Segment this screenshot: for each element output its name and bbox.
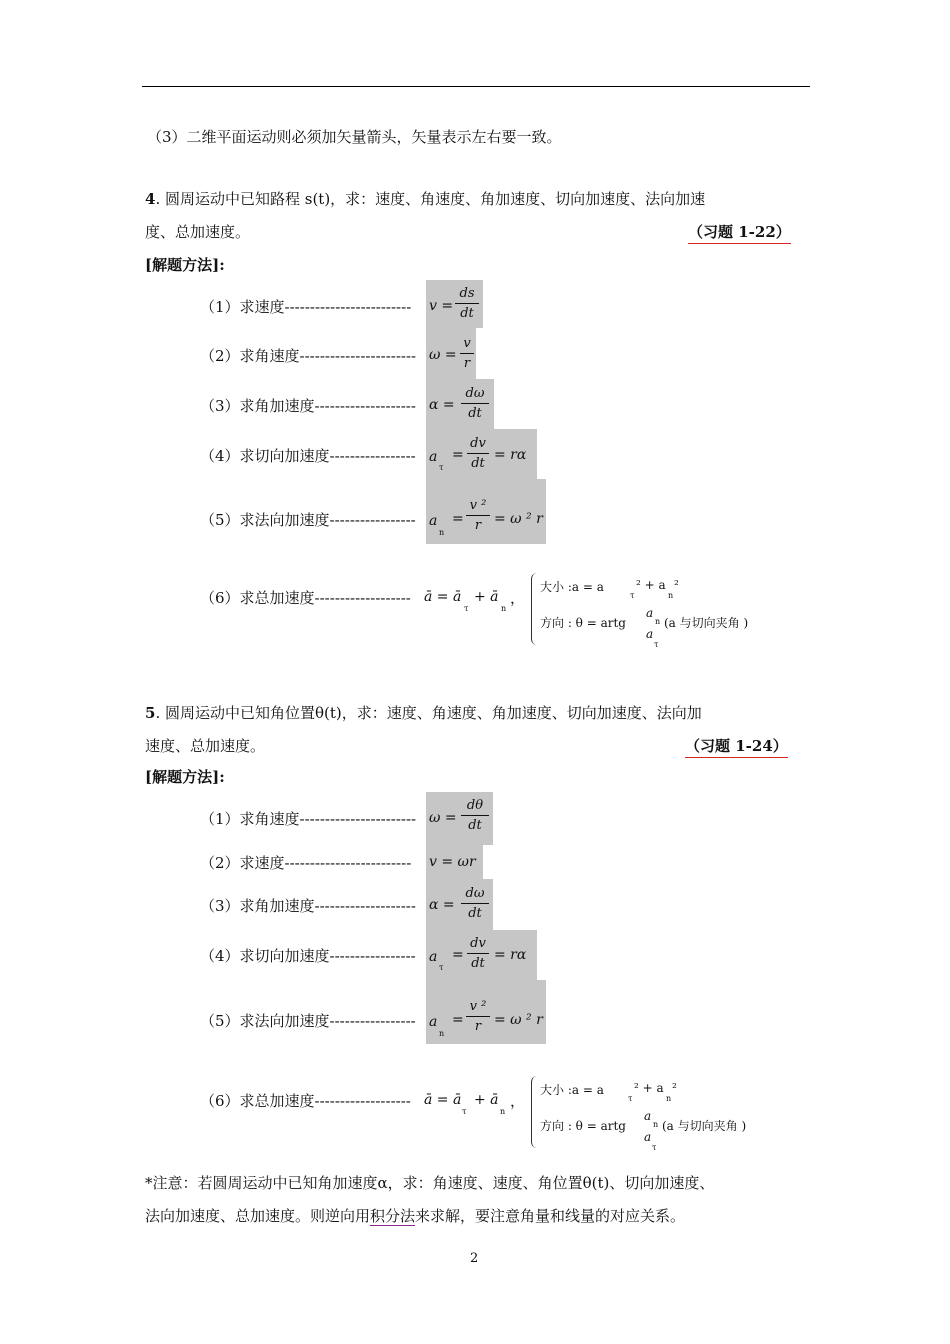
s4-step5-rhs: = ω ² r: [494, 511, 543, 527]
s5-direction-num-sub: n: [653, 1120, 659, 1129]
s5-step6-comma: ，: [510, 1092, 526, 1110]
s4-step4-lhs: a: [429, 449, 438, 465]
s5-step6-plus: + ā: [474, 1092, 499, 1108]
s4-step4-rhs: = rα: [494, 447, 527, 463]
s4-method-heading: [解题方法]:: [145, 256, 225, 274]
s4-step4-eq: =: [452, 447, 464, 463]
s4-exercise-ref: （习题 1-22）: [688, 221, 791, 244]
s5-direction-den: a: [644, 1130, 652, 1144]
s5-step5-frac: v ² r: [466, 999, 490, 1034]
s5-step4-lhs: a: [429, 949, 438, 965]
s5-line1: 5. 圆周运动中已知角位置θ(t)，求：速度、角速度、角加速度、切向加速度、法向加: [145, 704, 702, 722]
s4-magnitude: 大小 :a = a: [540, 580, 604, 594]
s4-step4-frac: dv dt: [467, 436, 489, 471]
s5-step3-frac: dω dt: [461, 886, 489, 921]
s4-step6-sub2: n: [501, 604, 507, 613]
s5-system-brace: [531, 1076, 537, 1148]
s4-magnitude-tail: ² + a: [636, 578, 666, 592]
s5-step4: （4）求切向加速度-----------------: [200, 947, 416, 965]
s5-step5-rhs: = ω ² r: [494, 1012, 543, 1028]
s4-step6-sub1: τ: [464, 604, 469, 613]
s4-direction: 方向 : θ = artg: [540, 616, 626, 630]
s4-magnitude-sub2: n: [668, 591, 674, 600]
s5-step1-lhs: ω =: [429, 810, 457, 826]
s4-step3-lhs: α =: [429, 397, 455, 413]
s5-step4-rhs: = rα: [494, 947, 527, 963]
s5-step1: （1）求角速度-----------------------: [200, 810, 417, 828]
integral-method-term: 积分法: [370, 1207, 416, 1225]
s5-step6-formula: ā = ā: [424, 1092, 462, 1108]
s5-direction-note: (a 与切向夹角 ): [662, 1119, 747, 1133]
s4-step2-lhs: ω =: [429, 347, 457, 363]
page-number: 2: [470, 1251, 479, 1266]
s4-step4-sub: τ: [439, 463, 444, 472]
s5-exercise-ref: （习题 1-24）: [685, 735, 788, 758]
s4-step4: （4）求切向加速度-----------------: [200, 447, 416, 465]
s5-step4-eq: =: [452, 947, 464, 963]
s4-step1-lhs: v =: [429, 298, 454, 314]
s4-direction-note: (a 与切向夹角 ): [664, 616, 749, 630]
s4-step6-formula: ā = ā: [424, 589, 462, 605]
s4-system-brace: [531, 573, 537, 645]
s4-step1: （1）求速度-------------------------: [200, 298, 412, 316]
s4-direction-den: a: [646, 627, 654, 641]
s4-direction-den-sub: τ: [654, 640, 659, 649]
s5-step5-eq: =: [452, 1012, 464, 1028]
s5-step3: （3）求角加速度--------------------: [200, 897, 416, 915]
s4-step5-sub: n: [439, 528, 445, 537]
s5-step2: （2）求速度-------------------------: [200, 854, 412, 872]
s4-step3: （3）求角加速度--------------------: [200, 397, 416, 415]
s5-magnitude: 大小 :a = a: [540, 1083, 604, 1097]
s4-step6-comma: ，: [510, 589, 526, 607]
s5-step5-lhs: a: [429, 1014, 438, 1030]
s4-step2: （2）求角速度-----------------------: [200, 347, 417, 365]
s5-magnitude-end: ²: [672, 1081, 677, 1095]
s5-step6-sub1: τ: [462, 1107, 467, 1116]
s5-magnitude-sub2: n: [666, 1094, 672, 1103]
s4-step5-eq: =: [452, 511, 464, 527]
s5-step6-sub2: n: [500, 1107, 506, 1116]
s4-direction-num-sub: n: [655, 617, 661, 626]
item3-text: （3）二维平面运动则必须加矢量箭头，矢量表示左右要一致。: [147, 128, 562, 146]
s5-method-heading: [解题方法]:: [145, 768, 225, 786]
s5-direction-den-sub: τ: [652, 1143, 657, 1152]
s5-step5-sub: n: [439, 1029, 445, 1038]
s4-step6-plus: + ā: [474, 589, 499, 605]
s4-step5: （5）求法向加速度-----------------: [200, 511, 416, 529]
s5-direction: 方向 : θ = artg: [540, 1119, 626, 1133]
s4-line2: 度、总加速度。: [145, 223, 251, 241]
note-line2: 法向加速度、总加速度。则逆向用积分法来求解，要注意角量和线量的对应关系。: [145, 1207, 686, 1225]
header-rule: [142, 86, 810, 87]
s4-step6: （6）求总加速度-------------------: [200, 589, 411, 607]
s5-magnitude-tail: ² + a: [634, 1081, 664, 1095]
s5-step3-lhs: α =: [429, 897, 455, 913]
s5-step5: （5）求法向加速度-----------------: [200, 1012, 416, 1030]
s5-direction-num: a: [644, 1109, 652, 1123]
note-line1: *注意：若圆周运动中已知角加速度α，求：角速度、速度、角位置θ(t)、切向加速度、: [145, 1174, 715, 1192]
s5-magnitude-sub1: τ: [628, 1094, 633, 1103]
s4-step1-frac: ds dt: [455, 286, 479, 321]
s4-step3-frac: dω dt: [461, 386, 489, 421]
s5-line2: 速度、总加速度。: [145, 737, 266, 755]
s5-step4-frac: dv dt: [467, 936, 489, 971]
s4-line1: 4. 圆周运动中已知路程 s(t)，求：速度、角速度、角加速度、切向加速度、法向加速: [145, 190, 706, 208]
s5-step1-frac: dθ dt: [461, 798, 489, 833]
s5-step4-sub: τ: [439, 963, 444, 972]
s4-step2-frac: v r: [460, 336, 474, 371]
s4-magnitude-end: ²: [674, 578, 679, 592]
s5-step2-formula: v = ωr: [429, 854, 476, 870]
s4-step5-frac: v ² r: [466, 498, 490, 533]
s4-step5-lhs: a: [429, 513, 438, 529]
s5-step6: （6）求总加速度-------------------: [200, 1092, 411, 1110]
s4-magnitude-sub1: τ: [630, 591, 635, 600]
s4-direction-num: a: [646, 606, 654, 620]
